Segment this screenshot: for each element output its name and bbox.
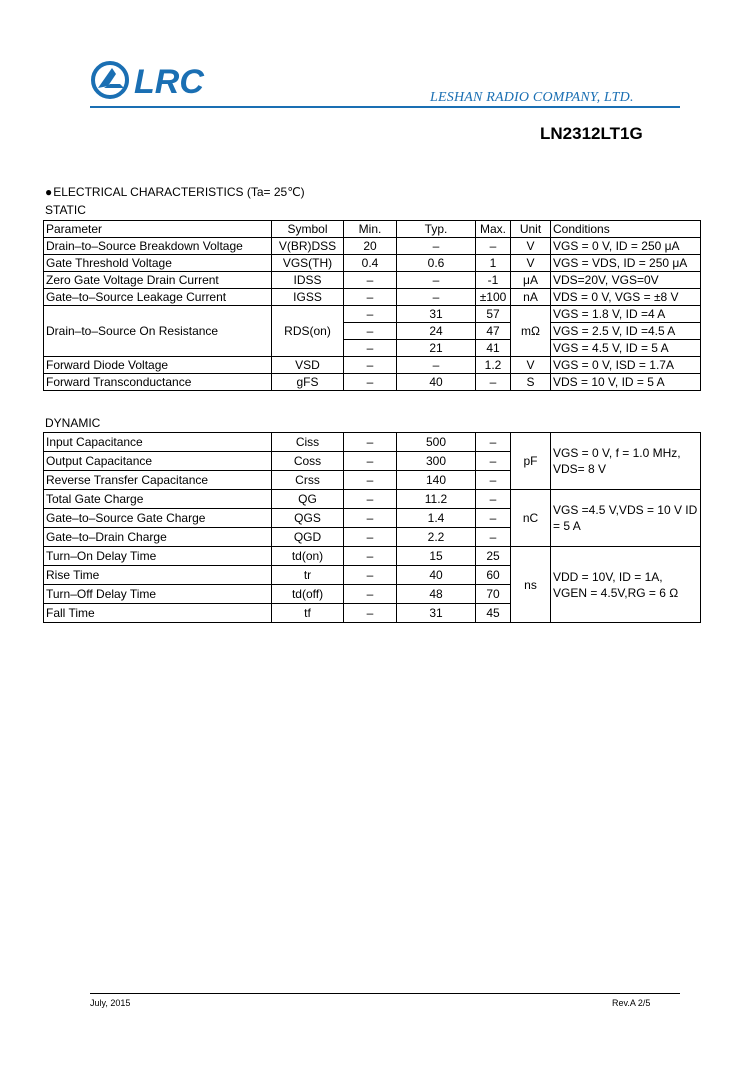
unit-cell: ns [511, 547, 551, 623]
param-cell: Gate–to–Source Gate Charge [44, 509, 272, 528]
static-characteristics-table [43, 220, 701, 391]
min-cell: – [344, 340, 397, 357]
table-row [44, 306, 701, 323]
typ-cell: – [397, 272, 476, 289]
param-cell: Forward Transconductance [44, 374, 272, 391]
column-header: Parameter [44, 221, 272, 238]
unit-cell: mΩ [511, 306, 551, 357]
typ-cell: – [397, 238, 476, 255]
symbol-cell: V(BR)DSS [272, 238, 344, 255]
param-cell: Drain–to–Source Breakdown Voltage [44, 238, 272, 255]
max-cell: – [476, 374, 511, 391]
max-cell: – [476, 471, 511, 490]
logo-text: LRC [134, 63, 204, 101]
header-divider [90, 106, 680, 108]
symbol-cell: VSD [272, 357, 344, 374]
symbol-cell: RDS(on) [272, 306, 344, 357]
column-header: Typ. [397, 221, 476, 238]
max-cell: – [476, 528, 511, 547]
unit-cell: pF [511, 433, 551, 490]
max-cell: 45 [476, 604, 511, 623]
typ-cell: 2.2 [397, 528, 476, 547]
symbol-cell: IDSS [272, 272, 344, 289]
condition-cell: VDS = 0 V, VGS = ±8 V [551, 289, 701, 306]
max-cell: – [476, 238, 511, 255]
footer-revision: Rev.A 2/5 [612, 998, 651, 1008]
param-cell: Reverse Transfer Capacitance [44, 471, 272, 490]
max-cell: ±100 [476, 289, 511, 306]
typ-cell: 1.4 [397, 509, 476, 528]
max-cell: – [476, 452, 511, 471]
typ-cell: 24 [397, 323, 476, 340]
table-row [44, 547, 701, 566]
param-cell: Rise Time [44, 566, 272, 585]
condition-cell: VGS = 4.5 V, ID = 5 A [551, 340, 701, 357]
section-title-text: ELECTRICAL CHARACTERISTICS (Ta= 25℃) [53, 185, 305, 199]
min-cell: – [344, 323, 397, 340]
typ-cell: 48 [397, 585, 476, 604]
min-cell: – [344, 509, 397, 528]
symbol-cell: QG [272, 490, 344, 509]
min-cell: – [344, 289, 397, 306]
max-cell: 1 [476, 255, 511, 272]
typ-cell: – [397, 357, 476, 374]
bullet-icon: ● [45, 185, 53, 199]
static-table-body [44, 221, 701, 391]
param-cell: Gate–to–Source Leakage Current [44, 289, 272, 306]
min-cell: – [344, 357, 397, 374]
unit-cell: V [511, 238, 551, 255]
typ-cell: 21 [397, 340, 476, 357]
param-cell: Zero Gate Voltage Drain Current [44, 272, 272, 289]
condition-cell: VGS = 2.5 V, ID =4.5 A [551, 323, 701, 340]
symbol-cell: td(on) [272, 547, 344, 566]
typ-cell: – [397, 289, 476, 306]
max-cell: -1 [476, 272, 511, 289]
min-cell: – [344, 528, 397, 547]
max-cell: 1.2 [476, 357, 511, 374]
symbol-cell: IGSS [272, 289, 344, 306]
table-row [44, 272, 701, 289]
min-cell: – [344, 272, 397, 289]
company-logo [90, 58, 220, 102]
min-cell: – [344, 547, 397, 566]
param-cell: Turn–On Delay Time [44, 547, 272, 566]
min-cell: – [344, 585, 397, 604]
condition-cell: VDD = 10V, ID = 1A, VGEN = 4.5V,RG = 6 Ω [551, 547, 701, 623]
footer-date: July, 2015 [90, 998, 131, 1008]
param-cell: Forward Diode Voltage [44, 357, 272, 374]
min-cell: – [344, 374, 397, 391]
condition-cell: VGS =4.5 V,VDS = 10 V ID = 5 A [551, 490, 701, 547]
table-row [44, 255, 701, 272]
max-cell: – [476, 490, 511, 509]
symbol-cell: Ciss [272, 433, 344, 452]
condition-cell: VGS = VDS, ID = 250 μA [551, 255, 701, 272]
unit-cell: V [511, 255, 551, 272]
column-header: Conditions [551, 221, 701, 238]
symbol-cell: VGS(TH) [272, 255, 344, 272]
symbol-cell: Crss [272, 471, 344, 490]
typ-cell: 140 [397, 471, 476, 490]
condition-cell: VGS = 0 V, ID = 250 μA [551, 238, 701, 255]
min-cell: 20 [344, 238, 397, 255]
column-header: Min. [344, 221, 397, 238]
dynamic-table-body [44, 433, 701, 623]
min-cell: – [344, 452, 397, 471]
max-cell: 47 [476, 323, 511, 340]
unit-cell: nC [511, 490, 551, 547]
table-row [44, 357, 701, 374]
column-header: Max. [476, 221, 511, 238]
typ-cell: 500 [397, 433, 476, 452]
min-cell: – [344, 490, 397, 509]
unit-cell: μA [511, 272, 551, 289]
condition-cell: VGS = 1.8 V, ID =4 A [551, 306, 701, 323]
condition-cell: VGS = 0 V, ISD = 1.7A [551, 357, 701, 374]
symbol-cell: td(off) [272, 585, 344, 604]
static-label: STATIC [45, 203, 86, 217]
symbol-cell: QGS [272, 509, 344, 528]
max-cell: 60 [476, 566, 511, 585]
min-cell: – [344, 306, 397, 323]
param-cell: Turn–Off Delay Time [44, 585, 272, 604]
param-cell: Gate Threshold Voltage [44, 255, 272, 272]
typ-cell: 300 [397, 452, 476, 471]
symbol-cell: QGD [272, 528, 344, 547]
param-cell: Total Gate Charge [44, 490, 272, 509]
section-title [45, 185, 305, 199]
symbol-cell: tf [272, 604, 344, 623]
min-cell: 0.4 [344, 255, 397, 272]
param-cell: Input Capacitance [44, 433, 272, 452]
footer-divider [90, 993, 680, 994]
condition-cell: VDS=20V, VGS=0V [551, 272, 701, 289]
max-cell: 25 [476, 547, 511, 566]
max-cell: 70 [476, 585, 511, 604]
dynamic-label: DYNAMIC [45, 416, 101, 430]
typ-cell: 15 [397, 547, 476, 566]
param-cell: Drain–to–Source On Resistance [44, 306, 272, 357]
table-row [44, 289, 701, 306]
min-cell: – [344, 471, 397, 490]
typ-cell: 40 [397, 374, 476, 391]
column-header: Symbol [272, 221, 344, 238]
typ-cell: 31 [397, 306, 476, 323]
symbol-cell: Coss [272, 452, 344, 471]
symbol-cell: gFS [272, 374, 344, 391]
column-header: Unit [511, 221, 551, 238]
param-cell: Gate–to–Drain Charge [44, 528, 272, 547]
max-cell: 57 [476, 306, 511, 323]
min-cell: – [344, 433, 397, 452]
table-row [44, 433, 701, 452]
table-row [44, 374, 701, 391]
param-cell: Output Capacitance [44, 452, 272, 471]
param-cell: Fall Time [44, 604, 272, 623]
min-cell: – [344, 566, 397, 585]
condition-cell: VGS = 0 V, f = 1.0 MHz, VDS= 8 V [551, 433, 701, 490]
typ-cell: 0.6 [397, 255, 476, 272]
max-cell: 41 [476, 340, 511, 357]
dynamic-characteristics-table [43, 432, 701, 623]
min-cell: – [344, 604, 397, 623]
unit-cell: S [511, 374, 551, 391]
typ-cell: 31 [397, 604, 476, 623]
part-number: LN2312LT1G [540, 124, 643, 143]
unit-cell: V [511, 357, 551, 374]
typ-cell: 40 [397, 566, 476, 585]
symbol-cell: tr [272, 566, 344, 585]
max-cell: – [476, 433, 511, 452]
table-row [44, 238, 701, 255]
table-row [44, 490, 701, 509]
company-name: LESHAN RADIO COMPANY, LTD. [430, 90, 634, 105]
condition-cell: VDS = 10 V, ID = 5 A [551, 374, 701, 391]
typ-cell: 11.2 [397, 490, 476, 509]
unit-cell: nA [511, 289, 551, 306]
max-cell: – [476, 509, 511, 528]
header-row [44, 221, 701, 238]
